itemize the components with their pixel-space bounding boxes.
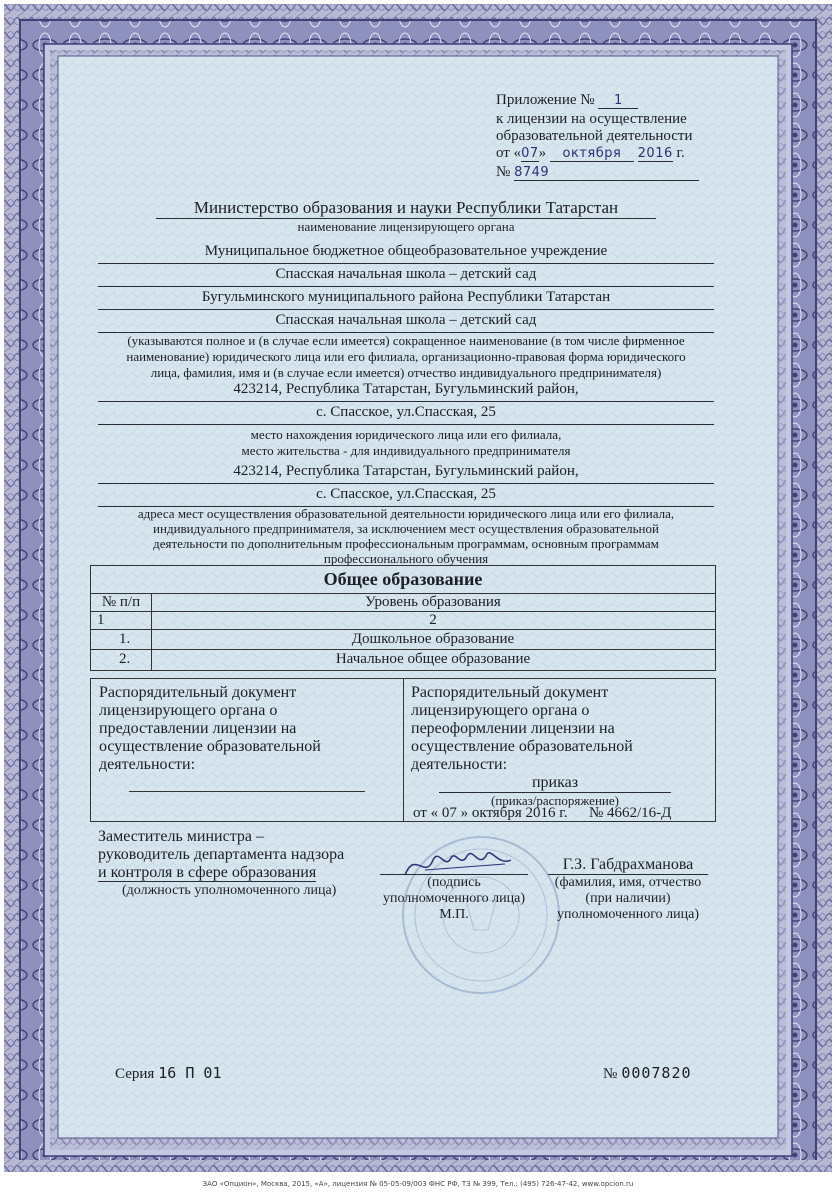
education-table	[90, 565, 716, 671]
education-row-level: Дошкольное образование	[351, 631, 515, 647]
appendix-reg-number: 8749	[514, 165, 699, 181]
documents-doc-type: приказ	[439, 774, 671, 793]
education-col-level-header: Уровень образования	[365, 594, 501, 610]
appendix-number: 1	[598, 93, 638, 109]
documents-left-line: лицензирующего органа о	[99, 702, 278, 719]
stamp-label: М.П.	[439, 907, 469, 922]
appendix-date-day: 07	[521, 146, 539, 161]
activity-address-block	[98, 463, 714, 507]
printer-line: ЗАО «Опцион», Москва, 2015, «А», лицензия № 05-05-09/003 ФНС РФ, ТЗ № 399, Тел.: (495) 726-47-42, www.opcion.ru	[202, 1180, 634, 1188]
documents-left-line: осуществление образовательной	[99, 738, 321, 755]
appendix-reg-label: №	[496, 164, 511, 180]
appendix-label: Приложение №	[496, 92, 595, 108]
documents-right-cell	[411, 684, 711, 774]
licensee-line: Спасская начальная школа – детский сад	[98, 312, 714, 333]
signatory-name-block	[548, 856, 708, 923]
activity-caption-line: адреса мест осуществления образовательной деятельности юридического лица или его филиала,	[137, 506, 675, 521]
series-block	[115, 1064, 222, 1083]
form-number-value: 0007820	[621, 1064, 692, 1082]
licensee-caption-line: наименование) юридического лица или его филиала, организационно-правовая форма юридического	[126, 349, 686, 364]
documents-left-line: предоставлении лицензии на	[99, 720, 297, 737]
activity-address-caption	[98, 506, 714, 566]
appendix-date-mid: »	[538, 145, 547, 161]
documents-date: от « 07 » октября 2016 г.	[413, 805, 568, 821]
authority-caption: наименование лицензирующего органа	[297, 219, 515, 234]
documents-left-cell	[99, 684, 399, 774]
appendix-date-month: октября	[550, 146, 634, 162]
authority-block	[98, 198, 714, 237]
location-line: 423214, Республика Татарстан, Бугульминский район,	[98, 381, 714, 402]
documents-right-line: переоформлении лицензии на	[411, 720, 615, 737]
signatory-name: Г.З. Габдрахманова	[548, 856, 708, 875]
licensee-caption	[88, 333, 724, 381]
education-row-num: 2.	[119, 651, 131, 667]
documents-right-line: лицензирующего органа о	[411, 702, 590, 719]
position-caption: (должность уполномоченного лица)	[122, 883, 337, 898]
location-block	[98, 381, 714, 425]
activity-caption-line: профессионального обучения	[323, 551, 489, 566]
position-line: руководитель департамента надзора	[98, 846, 345, 863]
licensee-line: Спасская начальная школа – детский сад	[98, 266, 714, 287]
activity-address-line: 423214, Республика Татарстан, Бугульминский район,	[98, 463, 714, 484]
authority-name: Министерство образования и науки Республики Татарстан	[156, 198, 656, 219]
licensee-block	[98, 243, 714, 333]
position-line: и контроля в сфере образования	[98, 864, 317, 881]
licensee-caption-line: (указываются полное и (в случае если имеется) сокращенное наименование (в том числе фирменное	[127, 333, 685, 348]
education-index-cell: 2	[429, 612, 437, 628]
education-table-title: Общее образование	[323, 569, 483, 589]
appendix-block	[496, 92, 726, 183]
name-caption-line: уполномоченного лица)	[557, 907, 699, 922]
education-row-num: 1.	[119, 631, 131, 647]
series-value: 16 П 01	[158, 1064, 222, 1082]
signature-caption	[370, 875, 538, 923]
signatory-position	[98, 828, 378, 900]
appendix-line2: к лицензии на осуществление	[496, 111, 687, 127]
documents-right-line: деятельности:	[411, 756, 508, 773]
form-number-label: №	[603, 1066, 618, 1082]
education-col-num-header: № п/п	[101, 594, 141, 610]
education-row-level: Начальное общее образование	[335, 651, 531, 667]
activity-caption-line: индивидуального предпринимателя, за исключением мест осуществления образовательной	[153, 521, 659, 536]
documents-right-line: Распорядительный документ	[411, 684, 609, 701]
signature-caption-line: (подпись	[427, 875, 481, 890]
documents-doc-caption: (приказ/распоряжение)	[491, 793, 619, 808]
location-caption-line: место нахождения юридического лица или его филиала,	[250, 427, 562, 442]
appendix-line3: образовательной деятельности	[496, 128, 693, 144]
name-caption-line: (фамилия, имя, отчество	[554, 875, 702, 890]
form-number-block	[603, 1064, 692, 1083]
location-caption-line: место жительства - для индивидуального предпринимателя	[241, 443, 571, 458]
education-index-cell: 1	[97, 612, 105, 628]
licensee-line: Муниципальное бюджетное общеобразовательное учреждение	[98, 243, 714, 264]
licensee-line: Бугульминского муниципального района Республики Татарстан	[98, 289, 714, 310]
appendix-date-suffix: г.	[676, 145, 685, 161]
location-caption	[98, 427, 714, 459]
licensee-caption-line: лица, фамилия, имя и (в случае если имеется) отчество индивидуального предпринимателя)	[150, 365, 662, 380]
documents-left-line: деятельности:	[99, 756, 196, 773]
documents-table	[90, 678, 716, 822]
appendix-date-year: 2016	[637, 146, 673, 161]
signature-caption-line: уполномоченного лица)	[383, 891, 525, 906]
documents-left-line: Распорядительный документ	[99, 684, 297, 701]
appendix-date-prefix: от «	[496, 145, 522, 161]
position-line: Заместитель министра –	[98, 828, 264, 845]
location-line: с. Спасское, ул.Спасская, 25	[98, 404, 714, 425]
activity-address-line: с. Спасское, ул.Спасская, 25	[98, 486, 714, 507]
name-caption-line: (при наличии)	[585, 891, 671, 906]
documents-right-line: осуществление образовательной	[411, 738, 633, 755]
documents-number: № 4662/16-Д	[588, 805, 672, 821]
activity-caption-line: деятельности по дополнительным профессиональным программам, основным программам	[153, 536, 659, 551]
series-label: Серия	[115, 1066, 155, 1082]
